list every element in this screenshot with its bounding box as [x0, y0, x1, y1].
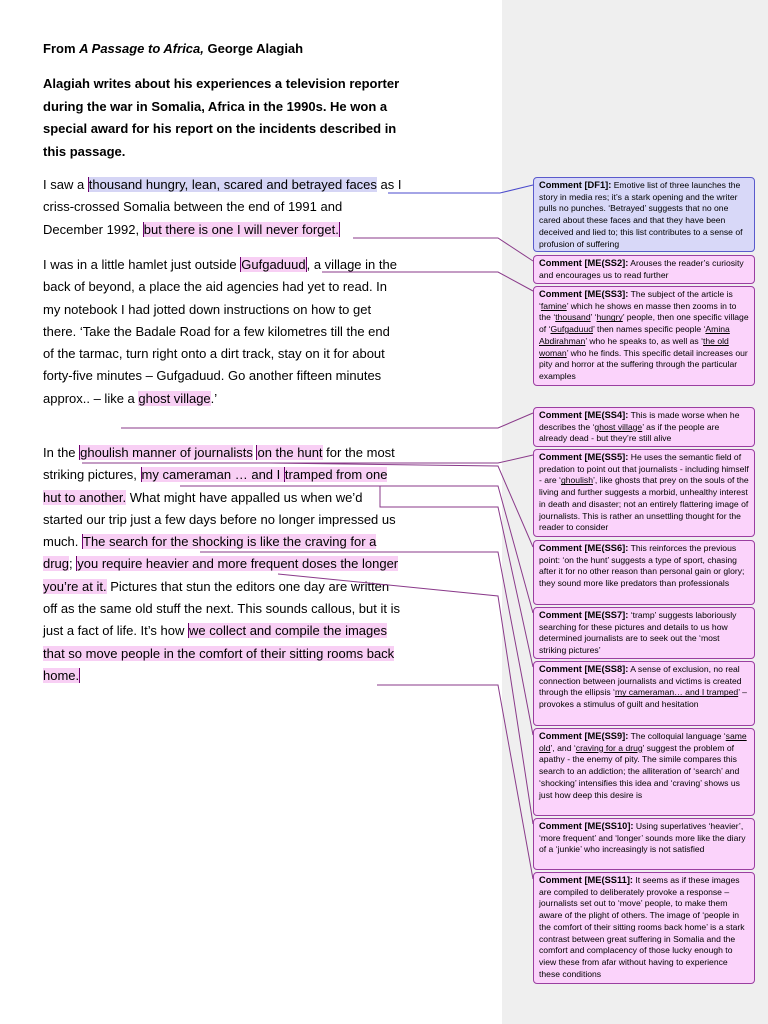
comment-ss10[interactable]: Comment [ME(SS10]: Using superlatives ‘heavier’, ‘more frequent’ and ‘longer’ sounds more like the diary of a ‘junkie’ who increasingly is not satisfied: [533, 818, 755, 870]
comment-ss11[interactable]: Comment [ME(SS11]: It seems as if these images are compiled to deliberately provoke a response – journalists set out to ‘move’ people, to make them aware of the plight of others. The image of ‘people in the comfort of their sitting rooms back home’ is a stark contrast between great suffering in Somalia and the comfort and complacency of those lucky enough to view these from afar without having to experience these conditions: [533, 872, 755, 984]
highlight-ss8[interactable]: my cameraman … and I: [141, 467, 284, 483]
paragraph-2: I was in a little hamlet just outside Gufgaduud, a village in the back of beyond, a place the aid agencies had yet to read. In my notebook I had jotted down instructions on how to get there. ‘Take the Badale Road for a few kilometres till the end of the tarmac, turn right onto a dirt track, stay on it for about forty-five minutes – Gufgaduud. Go another fifteen minutes approx.. – like a ghost village.’: [43, 257, 397, 406]
highlight-ss5[interactable]: ghoulish manner of journalists: [80, 445, 253, 460]
comment-ss4[interactable]: Comment [ME(SS4]: This is made worse when he describes the ‘ghost village’ as if the people are already dead - but they’re still alive: [533, 407, 755, 447]
comment-ss7[interactable]: Comment [ME(SS7]: ‘tramp’ suggests laboriously searching for these pictures and details to us how determined journalists are to seek out the ‘most striking pictures’: [533, 607, 755, 659]
highlight-ss2[interactable]: but there is one I will never forget.: [143, 221, 339, 237]
highlight-ss9[interactable]: The search for the shocking is like the craving for a drug: [43, 534, 377, 572]
comment-df1[interactable]: Comment [DF1]: Emotive list of three launches the story in media res; it’s a stark opening and the writer pulls no punches. ‘Betrayed’ suggests that no one cared about these faces and that they have been deceived and lied to; this list contributes to a sense of profusion of suffering: [533, 177, 755, 252]
highlight-df1[interactable]: thousand hungry, lean, scared and betrayed faces: [88, 177, 377, 192]
highlight-ss7[interactable]: tramped from one hut to another.: [43, 467, 388, 505]
highlight-ss6[interactable]: on the hunt: [257, 445, 323, 460]
highlight-ss3[interactable]: Gufgaduud: [241, 257, 306, 272]
intro-paragraph: Alagiah writes about his experiences a television reporter during the war in Somalia, Africa in the 1990s. He won a special award for his report on the incidents described in this passage.: [43, 76, 400, 159]
highlight-ss11[interactable]: we collect and compile the images that so move people in the comfort of their sitting rooms back home.: [43, 623, 395, 683]
comment-ss5[interactable]: Comment [ME(SS5]: He uses the semantic field of predation to point out that journalists - including himself - are ‘ghoulish’, like ghosts that prey on the souls of the living and further suggests a morbid, unhealthy interest in death and disaster; not an entirely flattering image of journalists. This is rather an unsettling thought for the reader to consider: [533, 449, 755, 537]
highlight-ss10[interactable]: you require heavier and more frequent doses the longer you’re at it.: [43, 556, 399, 594]
comment-ss6[interactable]: Comment [ME(SS6]: This reinforces the previous point: ‘on the hunt’ suggests a type of sport, chasing after it for no other reason than personal gain or glory; they sound more like predators than professionals: [533, 540, 755, 605]
comment-ss2[interactable]: Comment [ME(SS2]: Arouses the reader’s curiosity and encourages us to read further: [533, 255, 755, 284]
connector-ss4: [121, 413, 533, 428]
document-title: From A Passage to Africa, George Alagiah: [43, 41, 304, 56]
comment-ss3[interactable]: Comment [ME(SS3]: The subject of the article is ‘famine’ which he shows en masse then zooms in to the ‘thousand’ ‘hungry’ people, then one specific village of ‘Gufgaduud’ then names specific people ‘Amina Abdirahman’ who he speaks to, as well as ‘the old woman’ who he finds. This specific detail increases our pity and horror at the suffering through the particular examples: [533, 286, 755, 386]
paragraph-3: In the ghoulish manner of journalists on the hunt for the most striking pictures, my cameraman … and I tramped from one hut to another. What might have appalled us when we’d started our trip just a few days before no longer impressed us much. The search for the shocking is like the craving for a drug; you require heavier and more frequent doses the longer you’re at it. Pictures that stun the editors one day are written off as the same old stuff the next. This sounds callous, but it is just a fact of life. It’s how we collect and compile the images that so move people in the comfort of their sitting rooms back home.: [43, 445, 400, 683]
paragraph-1: I saw a thousand hungry, lean, scared and betrayed faces as I criss-crossed Somalia between the end of 1991 and December 1992, but there is one I will never forget.: [43, 177, 402, 237]
comment-ss8[interactable]: Comment [ME(SS8]: A sense of exclusion, no real connection between journalists and victims is created through the ellipsis ‘my cameraman… and I tramped’ – provokes a stimulus of guilt and hesitation: [533, 661, 755, 726]
highlight-ss4[interactable]: ghost village: [138, 390, 211, 406]
comment-ss9[interactable]: Comment [ME(SS9]: The colloquial language ‘same old’, and ‘craving for a drug’ suggest the problem of apathy - the enemy of pity. The simile compares this search to an addiction; the alliteration of ‘search’ and ‘shocking’ intensifies this idea and ‘craving’ shows us just how deep this desire is: [533, 728, 755, 816]
